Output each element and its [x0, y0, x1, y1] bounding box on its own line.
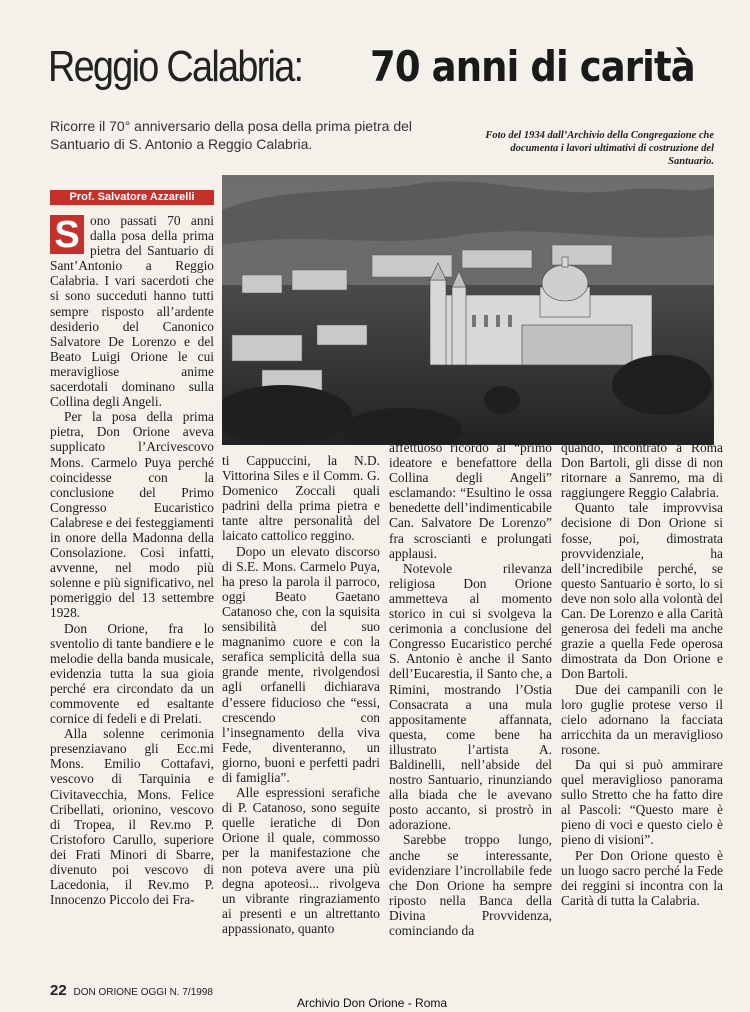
photo-caption: Foto del 1934 dall’Archivio della Congregazione che documenta i lavori ultimativi di costruzione del Santuario. — [485, 130, 714, 167]
article-column-3 — [389, 440, 552, 938]
paragraph: affettuoso ricordo al “primo ideatore e benefattore della Collina degli Angeli” esclamando: “Esultino le ossa benedette dell’indimenticabile Can. Salvatore De Lorenzo” fra scroscianti e prolungati applausi. — [389, 440, 552, 561]
paragraph: Don Orione, fra lo sventolio di tante bandiere e le melodie della banda musicale, evidenzia tutta la sua gioia perché era circondato da un commovente ed esaltante cornice di fedeli e di Prelati. — [50, 620, 214, 727]
paragraph: Due dei campanili con le loro guglie protese verso il cielo adornano la facciata arricchita da un meraviglioso rosone. — [561, 681, 723, 757]
paragraph: Sarebbe troppo lungo, anche se interessante, evidenziare l’incrollabile fede che Don Orione ha sempre riposto nella Banca della Divina Provvidenza, cominciando da — [389, 832, 552, 938]
page-number: 22 — [50, 982, 67, 999]
paragraph: Alle espressioni serafiche di P. Catanoso, sono seguite quelle ieratiche di Don Orione il quale, commosso per la manifestazione che non poteva avere una più degna apoteosi... rivolgeva un vibrante ringraziamento ai presenti e un altrettanto appassionato, quanto — [222, 785, 380, 936]
paragraph: Quanto tale improvvisa decisione di Don Orione si fosse, poi, dimostrata provvidenziale, ha dell’incredibile perché, se questo Santuario è sorto, lo si deve non solo alla volontà del Can. De Lorenzo e alla Carità generosa dei fedeli ma anche grazie a quella Fede operosa dimostrata da Don Orione e Don Bartoli. — [561, 500, 723, 682]
publication-name: DON ORIONE OGGI N. 7/1998 — [73, 987, 213, 998]
archive-label: Archivio Don Orione - Roma — [297, 996, 448, 1010]
paragraph-text: ono passati 70 anni dalla posa della prima pietra del Santuario di Sant’Antonio a Reggio Calabria. I vari sacerdoti che si sono succeduti hanno tutti sempre risposto all’ardente desiderio del Canonico Salvatore De Lorenzo e del Beato Luigi Orione le cui meravigliose anime sacerdotali dominano sulla Collina degli Angeli. — [50, 213, 214, 410]
title-place: Reggio Calabria: — [48, 42, 303, 91]
paragraph: quando, incontrato a Roma Don Bartoli, gli disse di non ritornare a Sanremo, ma di raggiungere Reggio Calabria. — [561, 440, 723, 501]
article-title — [48, 42, 728, 94]
paragraph — [50, 213, 214, 409]
paragraph: Per la posa della prima pietra, Don Orione aveva supplicato l’Arcivescovo Mons. Carmelo Puya perché coincidesse con la conclusione del Primo Congresso Eucaristico Calabrese e dei festeggiamenti in onore della Madonna della Consolazione. Così infatti, avvenne, nel modo più solenne e più significativo, nel pomeriggio del 13 settembre 1928. — [50, 409, 214, 621]
paragraph: Alla solenne cerimonia presenziavano gli Ecc.mi Mons. Emilio Cottafavi, vescovo di Tarquinia e Civitavecchia, Mons. Felice Cribellati, orionino, vescovo di Tropea, il Rev.mo P. Cristoforo Carullo, superiore dei Frati Minori di Sbarre, divenuto poi vescovo di Lacedonia, il Rev.mo P. Innocenzo Piccolo dei Fra- — [50, 726, 214, 908]
article-subtitle: Ricorre il 70° anniversario della posa della prima pietra del Santuario di S. Antonio a Reggio Calabria. — [50, 118, 413, 152]
paragraph: Da qui si può ammirare quel meraviglioso panorama sullo Stretto che ha fatto dire al Pascoli: “Questo mare è pieno di voci e questo cielo è pieno di visioni”. — [561, 756, 723, 848]
article-column-1 — [50, 213, 214, 907]
paragraph: Dopo un elevato discorso di S.E. Mons. Carmelo Puya, ha preso la parola il parroco, oggi Beato Gaetano Catanoso che, con la squisita sensibilità del suo magnanimo cuore e con la serafica semplicità della sua grande mente, rivolgendosi agli orfanelli dichiarava d’essere fiducioso che “essi, crescendo con l’insegnamento della viva Fede, diventeranno, un giorno, buoni e perfetti padri di famiglia”. — [222, 543, 380, 785]
paragraph: Per Don Orione questo è un luogo sacro perché la Fede dei reggini si incontra con la Carità di tutta la Calabria. — [561, 847, 723, 908]
drop-cap: S — [50, 215, 84, 254]
paragraph: Notevole rilevanza religiosa Don Orione ammetteva al momento storico in cui si svolgeva la cerimonia a conclusione del Congresso Eucaristico perché S. Antonio è anche il Santo dell’Eucarestia, il Santo che, a Rimini, mostrando l’Ostia Consacrata a una mula appositamente affannata, questa, come bene ha illustrato l’artista A. Baldinelli, nell’abside del nostro Santuario, rinunziando alla biada che le avevano posto accanto, si prostrò in adorazione. — [389, 560, 552, 833]
article-column-2 — [222, 453, 380, 936]
page-footer — [50, 982, 213, 999]
author-byline: Prof. Salvatore Azzarelli — [50, 190, 214, 205]
paragraph: ti Cappuccini, la N.D. Vittorina Siles e il Comm. G. Domenico Zoccali quali padrini della prima pietra e tante altre personalità del laicato cattolico reggino. — [222, 453, 380, 544]
sanctuary-photo — [222, 175, 714, 445]
title-headline: 70 anni di carità — [370, 42, 695, 91]
article-column-4 — [561, 440, 723, 908]
